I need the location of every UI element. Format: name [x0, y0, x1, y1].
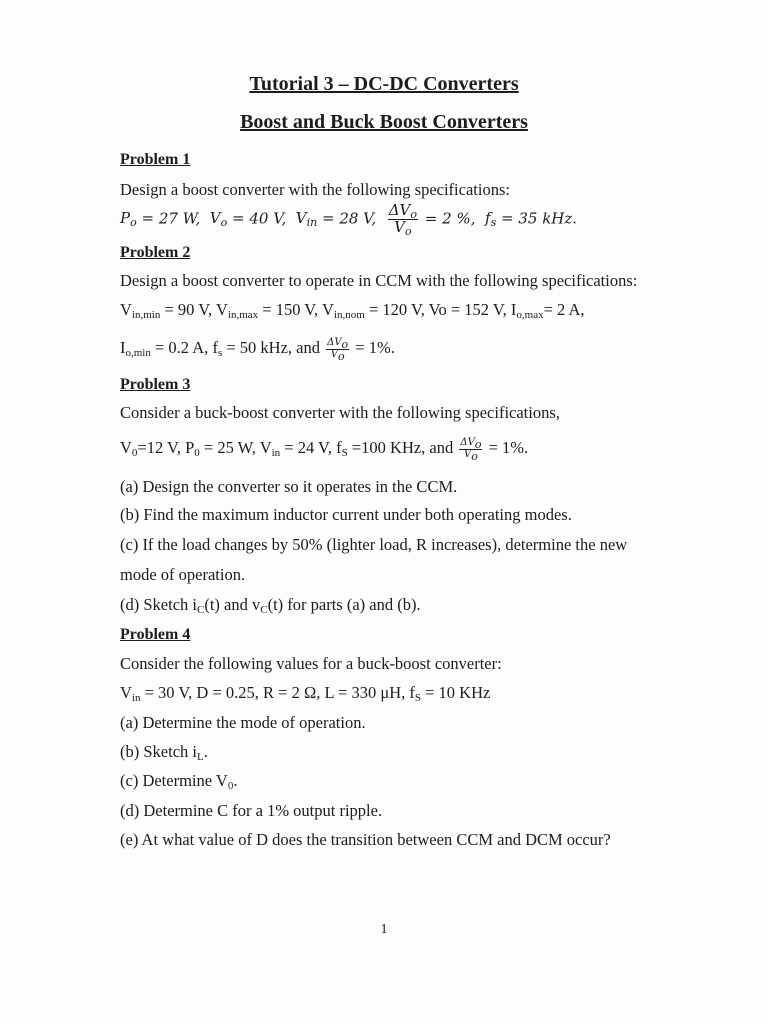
problem3-specs: $V_0=12$ V, $P_0 = 25$ W, $V_{in} = 24$ V, $f_S =100$ KHz, and $\frac{\Delta V_o}{V_o}$ = 1%.	[120, 437, 529, 463]
problem4-part-c: (c) Determine $V_0$.	[120, 771, 238, 792]
problem3-part-c-line1: (c) If the load changes by 50% (lighter load, R increases), determine the new	[120, 535, 628, 554]
problem3-part-c-line2: mode of operation.	[120, 565, 246, 584]
problem4-specs: $V_{in} = 30$ V, D = 0.25, R = 2 Ω, L = 330 μH, $f_S = 10$ KHz	[120, 683, 491, 704]
problem2-heading: Problem 2	[120, 244, 191, 261]
document-subtitle: Boost and Buck Boost Converters	[240, 111, 528, 133]
problem3-part-d: (d) Sketch $i_C(t)$ and $v_C(t)$ for parts (a) and (b).	[120, 595, 421, 616]
problem1-heading: Problem 1	[120, 151, 191, 168]
problem2-specs-line1: $V_{in,min} = 90$ V, $V_{in,max} = 150$ V, $V_{in,nom} = 120$ V, Vo = 152 V, $I_{o,max}= 2$ A,	[120, 300, 585, 321]
problem3-intro: Consider a buck-boost converter with the following specifications,	[120, 403, 560, 422]
document-title: Tutorial 3 – DC-DC Converters	[249, 73, 519, 95]
problem4-heading: Problem 4	[120, 626, 191, 643]
page-number: 1	[380, 922, 388, 937]
problem1-specs: $P_o = 27$ W, $V_o = 40$ V, $V_{in} = 28$ V, $\frac{\Delta V_o}{V_o}$ = 2 %, $f_s = 35$ kHz.	[120, 201, 578, 238]
problem4-part-e: (e) At what value of D does the transition between CCM and DCM occur?	[120, 830, 611, 849]
problem3-part-a: (a) Design the converter so it operates in the CCM.	[120, 477, 458, 496]
problem2-intro: Design a boost converter to operate in CCM with the following specifications:	[120, 271, 638, 290]
problem3-part-b: (b) Find the maximum inductor current under both operating modes.	[120, 505, 572, 524]
problem1-intro: Design a boost converter with the following specifications:	[120, 180, 510, 199]
problem2-specs-line2: $I_{o,min} = 0.2$ A, $f_s = 50$ kHz, and $\frac{\Delta V_o}{V_o}$ = 1%.	[120, 337, 395, 363]
problem3-heading: Problem 3	[120, 376, 191, 393]
problem4-part-b: (b) Sketch $i_L$.	[120, 742, 208, 763]
problem4-intro: Consider the following values for a buck-boost converter:	[120, 654, 502, 673]
problem4-part-d: (d) Determine C for a 1% output ripple.	[120, 801, 383, 820]
problem4-part-a: (a) Determine the mode of operation.	[120, 713, 366, 732]
